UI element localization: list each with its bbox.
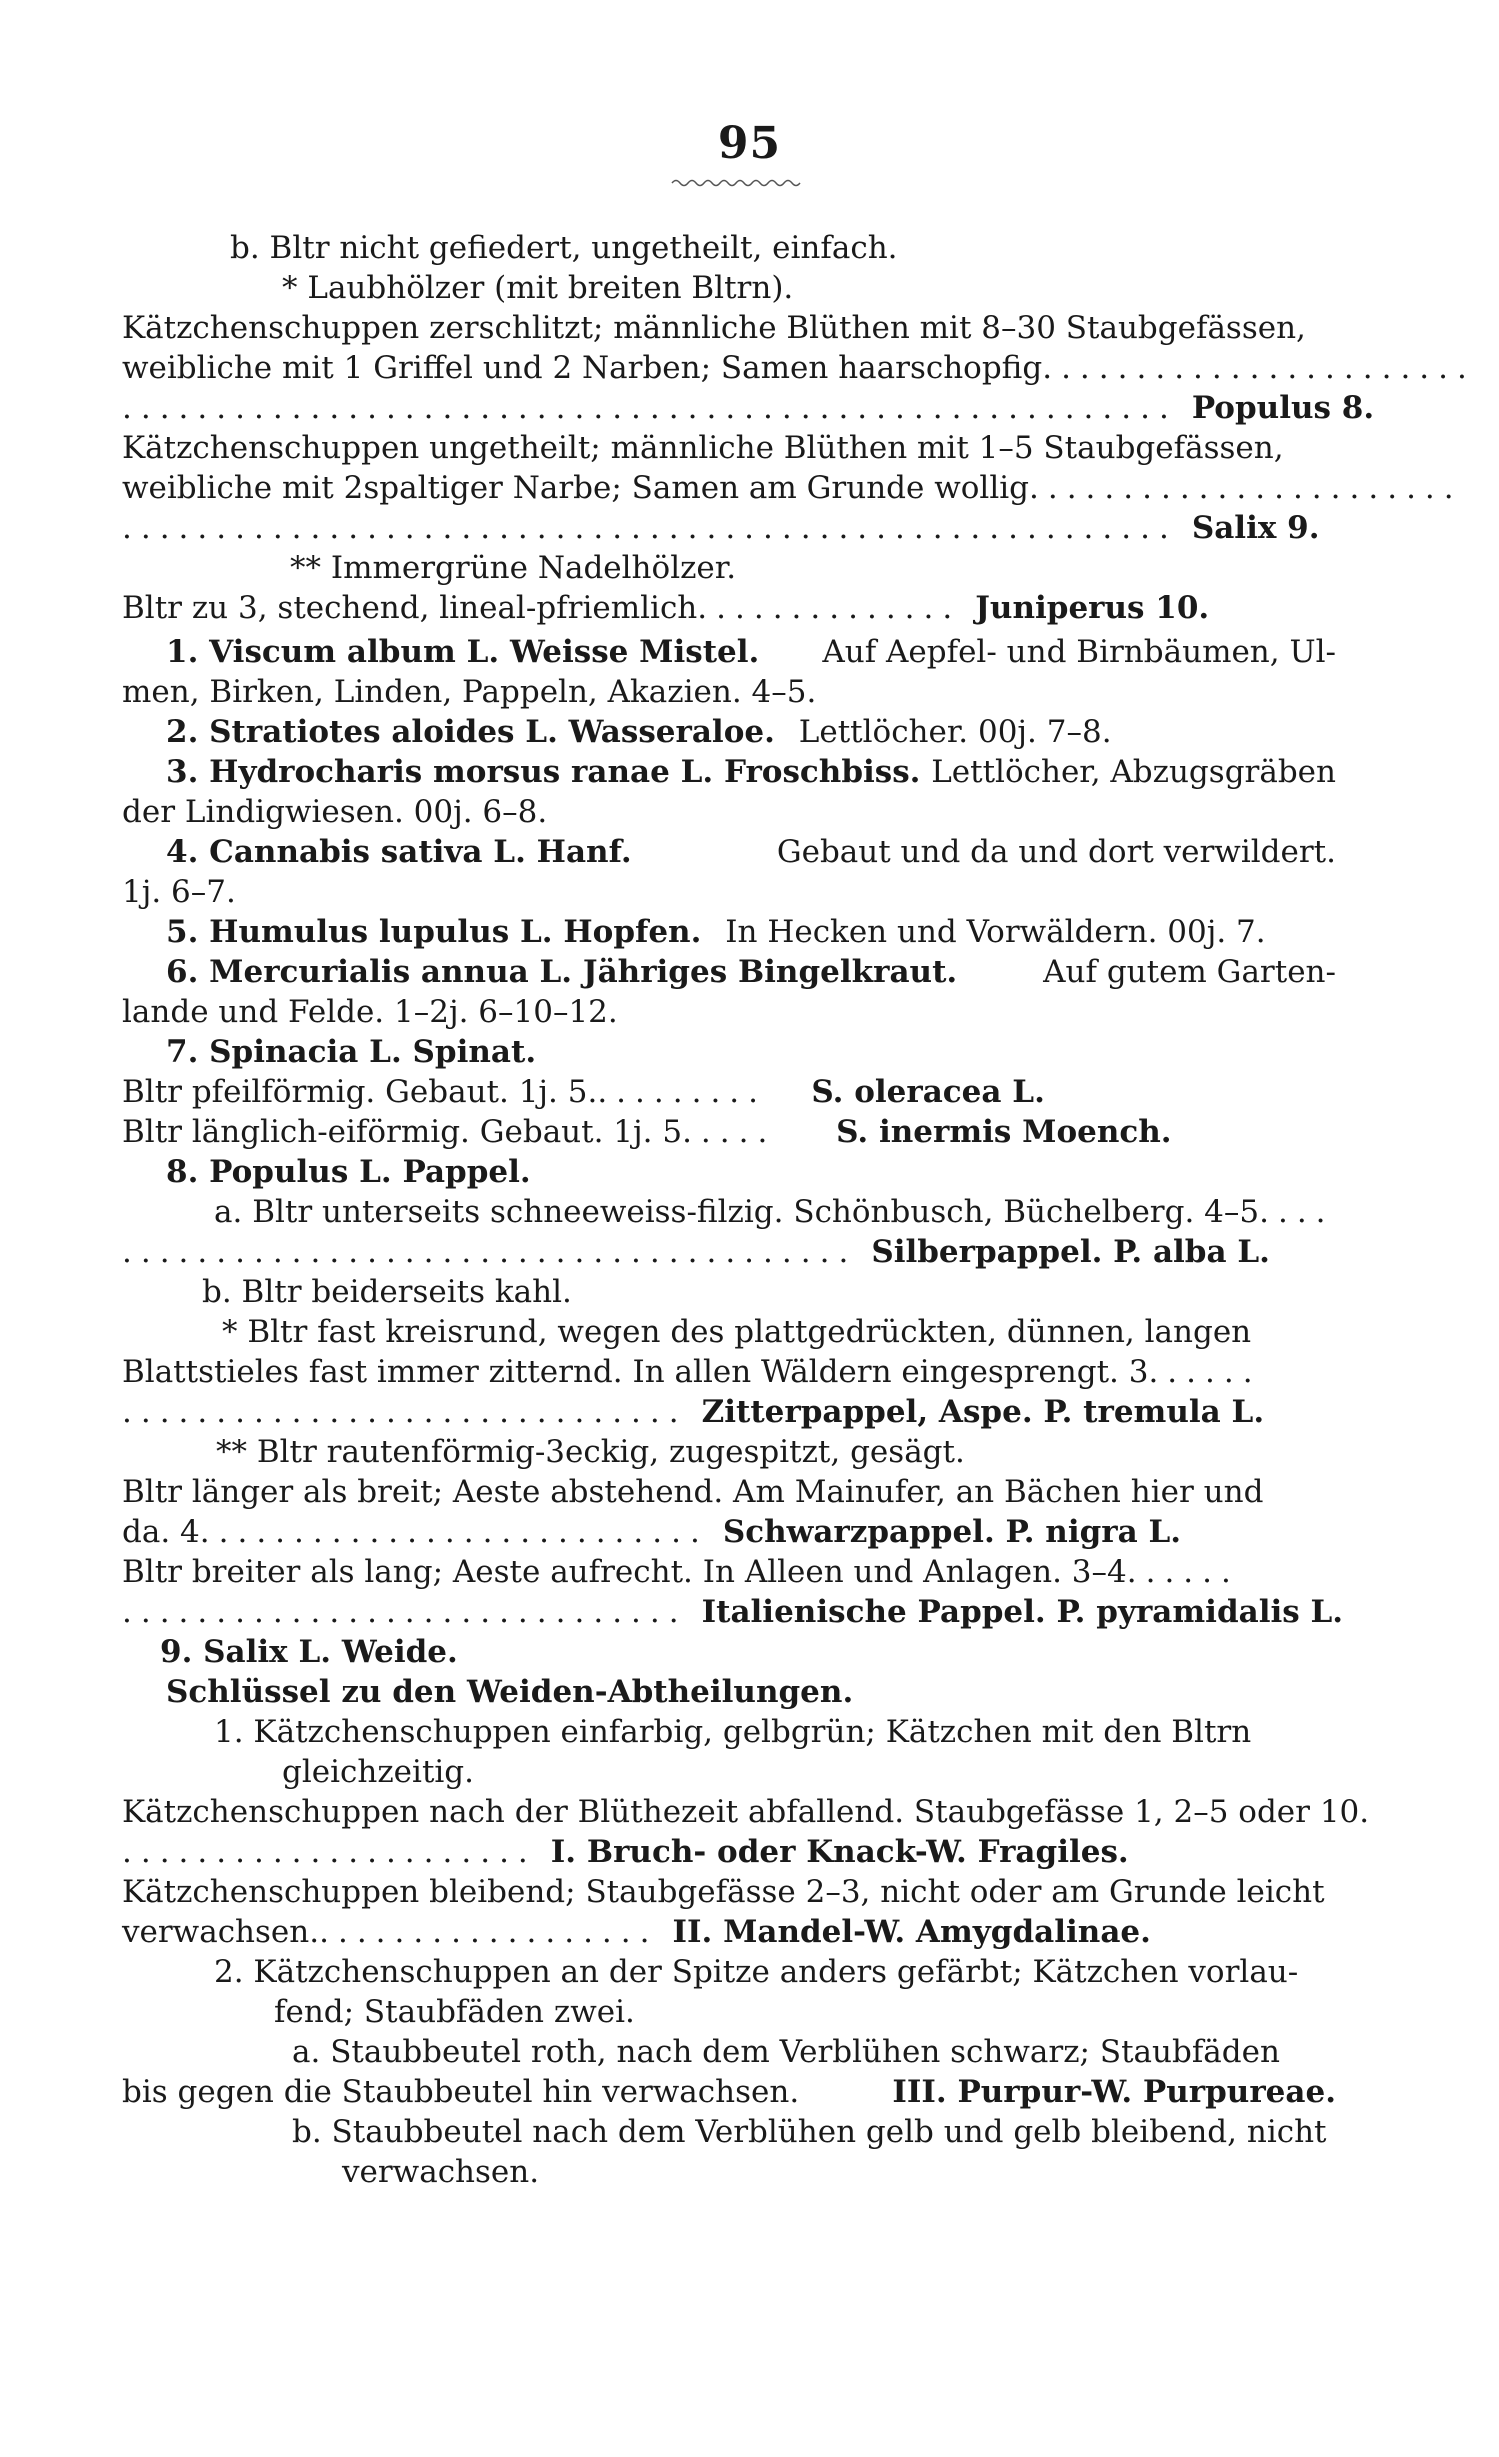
text-segment: bis gegen die Staubbeutel hin verwachsen.	[122, 2074, 800, 2110]
species-name: 5. Humulus lupulus L. Hopfen.	[166, 914, 702, 950]
text-segment: Bltr breiter als lang; Aeste aufrecht. In Alleen und Anlagen. 3–4	[122, 1554, 1127, 1590]
text-line: b. Staubbeutel nach dem Verblühen gelb und gelb bleibend, nicht	[292, 2114, 1327, 2150]
leader-dots: ......	[1148, 1354, 1262, 1390]
species-name: 2. Stratiotes aloides L. Wasseraloe.	[166, 714, 775, 750]
leader-dots: ........................................................	[122, 510, 1178, 546]
species-note: Gebaut und da und dort verwildert.	[776, 834, 1336, 870]
species-entry	[122, 632, 1336, 672]
text-segment: da. 4	[122, 1514, 200, 1550]
genus-reference: Salix 9.	[1191, 510, 1320, 546]
species-entry	[122, 752, 1336, 792]
species-entry	[122, 912, 1336, 952]
leader-dots: .....	[682, 1114, 777, 1150]
section-reference: II. Mandel-W. Amygdalinae.	[672, 1914, 1151, 1950]
text-line	[122, 1352, 1336, 1392]
text-segment: Blattstieles fast immer zitternd. In allen Wäldern eingesprengt. 3	[122, 1354, 1149, 1390]
text-line	[122, 1552, 1336, 1592]
species-entry	[122, 952, 1336, 992]
text-line: Kätzchenschuppen ungetheilt; männliche Blüthen mit 1–5 Staubgefässen,	[122, 430, 1284, 466]
species-name: 3. Hydrocharis morsus ranae L. Froschbiss.	[166, 754, 921, 790]
text-line	[122, 588, 1336, 628]
page-number-ornament	[670, 176, 800, 190]
leader-dots: ..............	[697, 590, 962, 626]
page-number: 95	[717, 118, 782, 169]
text-line: b. Bltr nicht gefiedert, ungetheilt, einfach.	[230, 230, 898, 266]
leader-dots: ....	[1259, 1194, 1335, 1230]
text-line	[122, 1832, 1336, 1872]
genus-heading: 8. Populus L. Pappel.	[166, 1154, 531, 1190]
text-segment: Bltr länglich-eiförmig. Gebaut. 1j. 5	[122, 1114, 683, 1150]
text-line: Kätzchenschuppen zerschlitzt; männliche Blüthen mit 8–30 Staubgefässen,	[122, 310, 1306, 346]
text-line: lande und Felde. 1–2j. 6–10–12.	[122, 994, 618, 1030]
species-reference: Zitterpappel, Aspe. P. tremula L.	[701, 1394, 1265, 1430]
leader-dots: .......................	[1042, 350, 1476, 386]
text-line: Kätzchenschuppen bleibend; Staubgefässe 2–3, nicht oder am Grunde leicht	[122, 1874, 1325, 1910]
section-heading: Schlüssel zu den Weiden-Abtheilungen.	[166, 1674, 854, 1710]
text-line	[122, 1192, 1336, 1232]
species-note: Auf Aepfel- und Birnbäumen, Ul-	[822, 634, 1336, 670]
leader-dots: ......	[1126, 1554, 1240, 1590]
species-note: Lettlöcher. 00j. 7–8.	[798, 714, 1112, 750]
genus-reference: Juniperus 10.	[975, 590, 1210, 626]
leader-dots: ..................	[319, 1914, 659, 1950]
text-segment: Bltr pfeilförmig. Gebaut. 1j. 5.	[122, 1074, 598, 1110]
text-segment: verwachsen.	[122, 1914, 320, 1950]
leader-dots: .......................................	[122, 1234, 858, 1270]
species-reference: Silberpappel. P. alba L.	[871, 1234, 1270, 1270]
species-name: 1. Viscum album L. Weisse Mistel.	[166, 634, 760, 670]
text-line: b. Bltr beiderseits kahl.	[202, 1274, 572, 1310]
text-line	[122, 1512, 1336, 1552]
text-line: men, Birken, Linden, Pappeln, Akazien. 4–5.	[122, 674, 817, 710]
leader-dots: ......................	[122, 1834, 537, 1870]
text-line: der Lindigwiesen. 00j. 6–8.	[122, 794, 548, 830]
species-name: 6. Mercurialis annua L. Jähriges Bingelkraut.	[166, 954, 958, 990]
genus-heading: 7. Spinacia L. Spinat.	[166, 1034, 537, 1070]
species-reference: Schwarzpappel. P. nigra L.	[722, 1514, 1182, 1550]
text-line: verwachsen.	[342, 2154, 540, 2190]
text-line	[122, 388, 1375, 428]
species-reference: S. oleracea L.	[811, 1074, 1045, 1110]
text-line: fend; Staubfäden zwei.	[274, 1994, 635, 2030]
species-reference: S. inermis Moench.	[836, 1114, 1172, 1150]
leader-dots: ...........................	[199, 1514, 709, 1550]
species-note: Auf gutem Garten-	[1043, 954, 1336, 990]
text-line: gleichzeitig.	[282, 1754, 475, 1790]
text-line	[122, 1592, 1344, 1632]
text-line	[122, 508, 1336, 548]
leader-dots: ........................................................	[122, 390, 1178, 426]
text-segment: weibliche mit 2spaltiger Narbe; Samen am Grunde wollig	[122, 470, 1029, 506]
text-line	[122, 348, 1476, 388]
text-line	[122, 2072, 1336, 2112]
page-text	[122, 228, 1476, 2192]
leader-dots: .......................	[1029, 470, 1463, 506]
species-reference: Italienische Pappel. P. pyramidalis L.	[701, 1594, 1344, 1630]
text-line	[122, 1392, 1336, 1432]
section-reference: III. Purpur-W. Purpureae.	[892, 2074, 1336, 2110]
text-line: * Laubhölzer (mit breiten Bltrn).	[282, 270, 794, 306]
species-entry	[122, 712, 1336, 752]
text-line: 1j. 6–7.	[122, 874, 236, 910]
text-line	[122, 1912, 1336, 1952]
text-line: ** Bltr rautenförmig-3eckig, zugespitzt, gesägt.	[216, 1434, 965, 1470]
text-line: 1. Kätzchenschuppen einfarbig, gelbgrün; Kätzchen mit den Bltrn	[214, 1714, 1252, 1750]
leader-dots: ..............................	[122, 1394, 688, 1430]
genus-heading: 9. Salix L. Weide.	[160, 1634, 458, 1670]
species-entry	[122, 832, 1336, 872]
text-segment: a. Bltr unterseits schneeweiss-filzig. Schönbusch, Büchelberg. 4–5	[214, 1194, 1260, 1230]
text-line: ** Immergrüne Nadelhölzer.	[290, 550, 737, 586]
section-reference: I. Bruch- oder Knack-W. Fragiles.	[550, 1834, 1129, 1870]
leader-dots: .........	[597, 1074, 768, 1110]
text-segment: Bltr zu 3, stechend, lineal-pfriemlich	[122, 590, 698, 626]
species-note: In Hecken und Vorwäldern. 00j. 7.	[725, 914, 1266, 950]
genus-reference: Populus 8.	[1191, 390, 1375, 426]
text-line: Bltr länger als breit; Aeste abstehend. Am Mainufer, an Bächen hier und	[122, 1474, 1264, 1510]
species-note: Lettlöcher, Abzugsgräben	[931, 754, 1336, 790]
text-line	[122, 1232, 1336, 1272]
text-line: 2. Kätzchenschuppen an der Spitze anders gefärbt; Kätzchen vorlau-	[214, 1954, 1299, 1990]
species-name: 4. Cannabis sativa L. Hanf.	[166, 834, 632, 870]
text-line	[122, 468, 1463, 508]
text-line	[122, 1112, 1336, 1152]
text-segment: * Bltr fast kreisrund, wegen des plattgedrückten, dünnen, langen	[222, 1314, 1252, 1350]
text-line	[122, 1312, 1336, 1352]
text-segment: weibliche mit 1 Griffel und 2 Narben; Samen haarschopfig	[122, 350, 1043, 386]
leader-dots: ..............................	[122, 1594, 688, 1630]
text-line: Kätzchenschuppen nach der Blüthezeit abfallend. Staubgefässe 1, 2–5 oder 10.	[122, 1794, 1370, 1830]
text-line: a. Staubbeutel roth, nach dem Verblühen schwarz; Staubfäden	[292, 2034, 1280, 2070]
text-line	[122, 1072, 1336, 1112]
